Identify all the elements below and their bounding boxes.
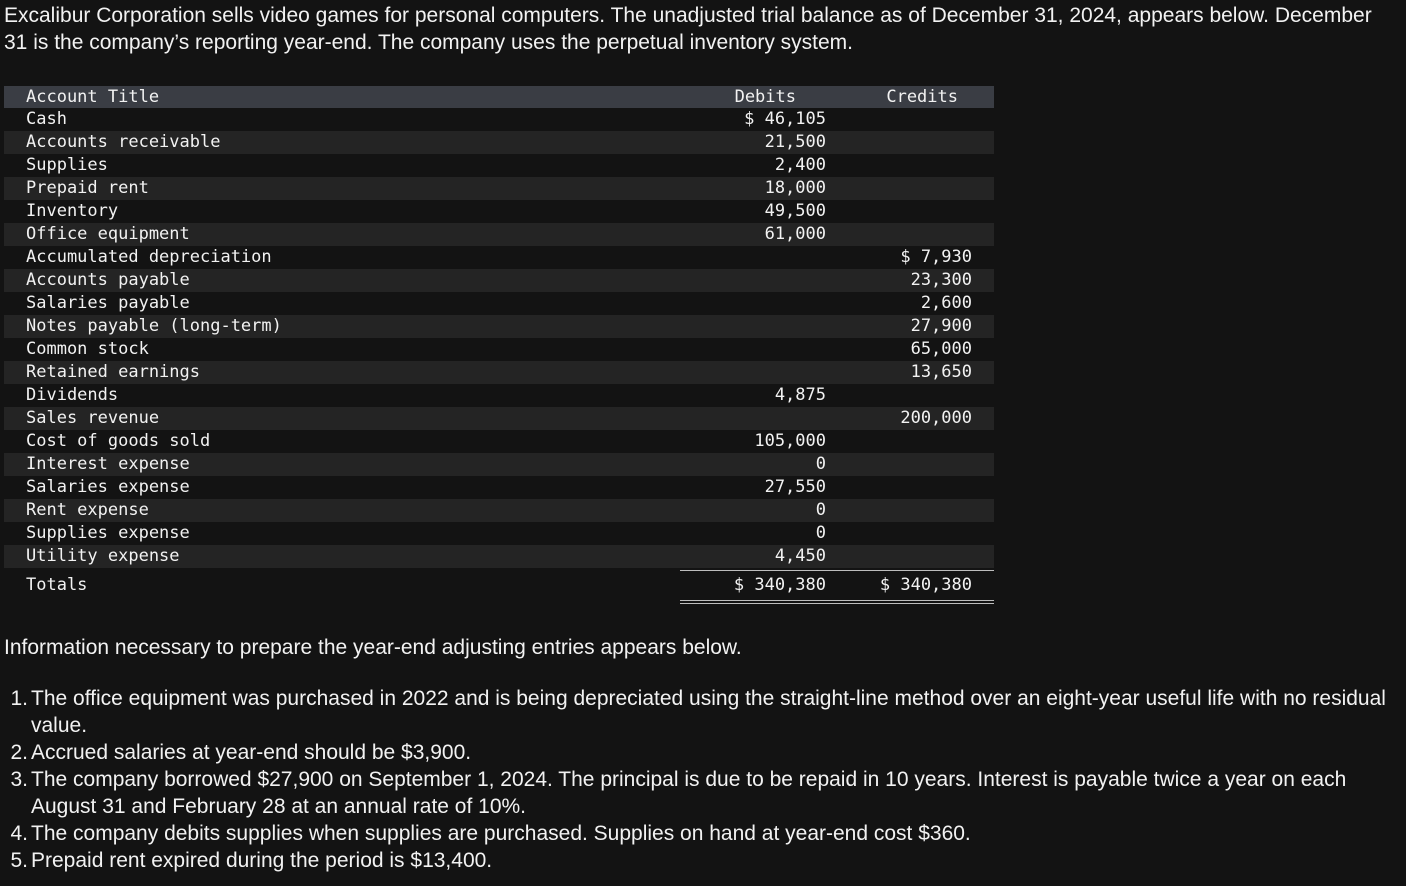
debit-cell: 49,500 [764,201,826,221]
list-item [4,739,1399,766]
debit-cell: 27,550 [764,477,826,497]
table-row [4,361,994,384]
account-cell: Supplies [26,155,108,175]
table-row [4,338,994,361]
list-item-text: The company debits supplies when supplies are purchased. Supplies on hand at year-end cost $360. [31,822,971,845]
debit-cell: 4,875 [774,385,826,405]
table-row [4,269,994,292]
trial-balance-table [4,86,994,600]
table-row [4,315,994,338]
account-cell: Common stock [26,339,149,359]
account-cell: Cost of goods sold [26,431,211,451]
credit-cell: 13,650 [910,362,972,382]
account-cell: Prepaid rent [26,178,149,198]
header-debits: Debits [734,87,796,107]
table-row [4,545,994,568]
credit-cell: 27,900 [910,316,972,336]
table-row [4,177,994,200]
table-body [4,108,994,568]
table-row [4,200,994,223]
list-item [4,766,1399,820]
info-heading: Information necessary to prepare the year-end adjusting entries appears below. [4,636,742,659]
list-item [4,847,1399,874]
list-item-number: 2. [10,741,28,764]
credit-cell: 65,000 [910,339,972,359]
account-cell: Salaries expense [26,477,190,497]
credit-cell: 23,300 [910,270,972,290]
credit-cell: 2,600 [920,293,972,313]
adjustment-info-list [4,685,1399,874]
debit-cell: 2,400 [774,155,826,175]
list-item-number: 1. [10,687,28,710]
credit-cell: 200,000 [900,408,972,428]
account-cell: Retained earnings [26,362,200,382]
table-row [4,407,994,430]
account-cell: Supplies expense [26,523,190,543]
debit-cell: 61,000 [764,224,826,244]
list-item-text: The office equipment was purchased in 2022 and is being depreciated using the straight-line method over an eight-year useful life with no residual value. [31,687,1386,737]
account-cell: Sales revenue [26,408,160,428]
table-row [4,223,994,246]
intro-paragraph: Excalibur Corporation sells video games for personal computers. The unadjusted trial balance as of December 31, 2024, appears below. December 31 is the company’s reporting year-end. The company uses the perpetual inventory system. [4,4,1372,54]
debit-cell: 105,000 [754,431,826,451]
account-cell: Accounts payable [26,270,190,290]
table-row [4,384,994,407]
totals-label: Totals [26,575,88,595]
debit-cell: 0 [815,523,826,543]
header-credits: Credits [886,87,958,107]
account-cell: Notes payable (long-term) [26,316,282,336]
totals-credit: $ 340,380 [879,575,972,595]
debit-cell: 21,500 [764,132,826,152]
debit-cell: 4,450 [774,546,826,566]
account-cell: Salaries payable [26,293,190,313]
credit-cell: $ 7,930 [900,247,972,267]
debit-cell: 0 [815,500,826,520]
table-row [4,154,994,177]
list-item-text: The company borrowed $27,900 on September 1, 2024. The principal is due to be repaid in 10 years. Interest is payable twice a year on each August 31 and February 28 at an annual rate of 10%. [31,768,1347,818]
totals-double-rule [680,600,994,604]
account-cell: Cash [26,109,67,129]
account-cell: Accumulated depreciation [26,247,272,267]
table-row [4,499,994,522]
list-item [4,685,1399,739]
list-item-text: Prepaid rent expired during the period is $13,400. [31,849,493,872]
table-row [4,430,994,453]
table-row [4,453,994,476]
table-row [4,131,994,154]
list-item-number: 5. [10,849,28,872]
account-cell: Dividends [26,385,119,405]
list-item-text: Accrued salaries at year-end should be $3,900. [31,741,472,764]
account-cell: Office equipment [26,224,190,244]
table-row [4,292,994,315]
list-item-number: 4. [10,822,28,845]
account-cell: Utility expense [26,546,180,566]
debit-cell: 0 [815,454,826,474]
account-cell: Accounts receivable [26,132,221,152]
list-item [4,820,1399,847]
debit-cell: $ 46,105 [744,109,826,129]
table-row [4,246,994,269]
table-row [4,522,994,545]
account-cell: Interest expense [26,454,190,474]
totals-debit: $ 340,380 [733,575,826,595]
totals-row [4,570,994,600]
table-row [4,476,994,499]
debit-cell: 18,000 [764,178,826,198]
table-row [4,108,994,131]
account-cell: Inventory [26,201,119,221]
table-header-row [4,86,994,108]
account-cell: Rent expense [26,500,149,520]
list-item-number: 3. [10,768,28,791]
header-account-title: Account Title [26,87,160,107]
